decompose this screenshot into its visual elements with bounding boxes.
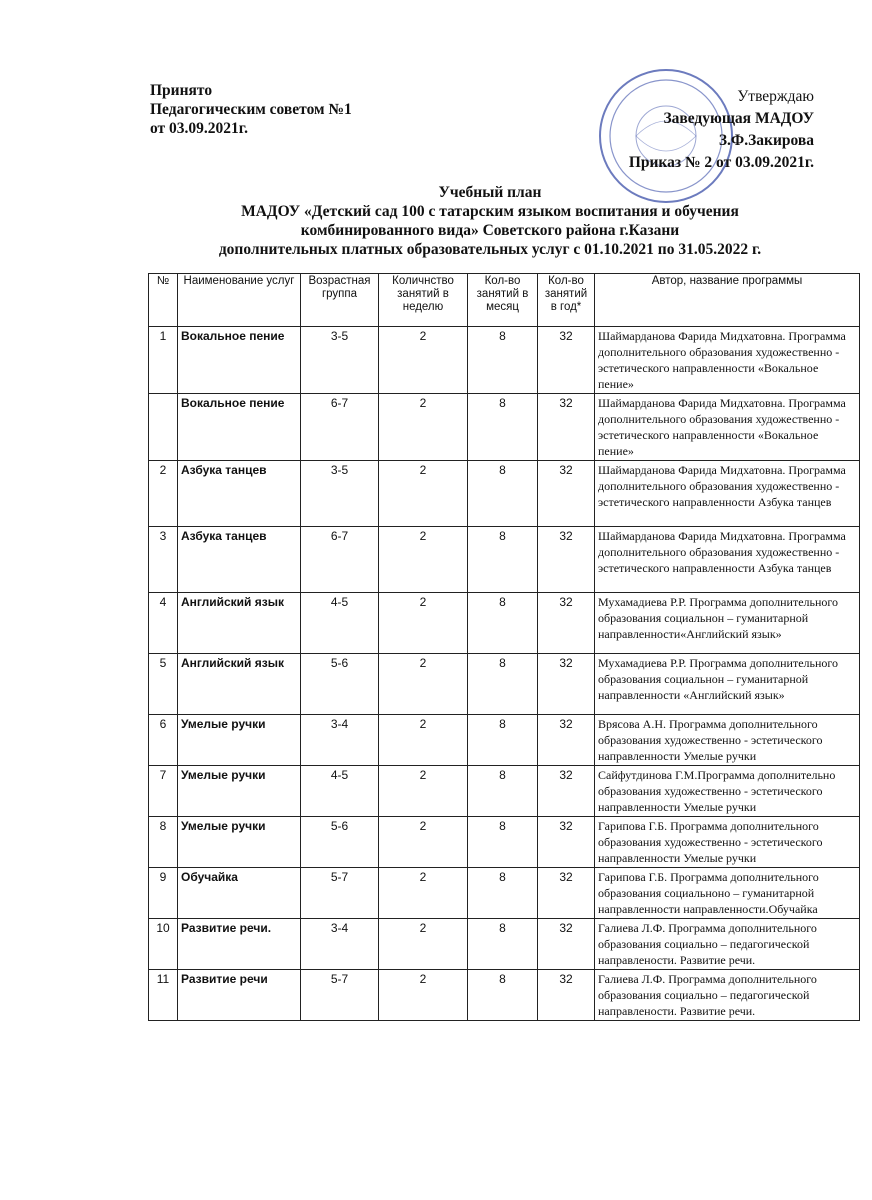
table-body [149,327,860,1021]
header-num: № [149,274,178,327]
header-week: Количнство занятий в неделю [379,274,468,327]
row-year: 32 [538,461,595,527]
approved-line-1: Утверждаю [737,88,814,105]
table-row [149,527,860,593]
row-week: 2 [379,527,468,593]
row-week: 2 [379,327,468,394]
row-week: 2 [379,394,468,461]
curriculum-table [148,273,860,1021]
table-row [149,654,860,715]
row-num: 11 [149,970,178,1021]
row-age: 5-6 [301,654,379,715]
row-author: Гарипова Г.Б. Программа дополнительного образования художественно - эстетического направленности Умелые ручки [595,817,860,868]
accepted-line-3: от 03.09.2021г. [150,120,248,137]
row-num: 1 [149,327,178,394]
row-num: 2 [149,461,178,527]
row-year: 32 [538,527,595,593]
row-num [149,394,178,461]
row-service: Умелые ручки [178,715,301,766]
row-month: 8 [468,593,538,654]
header-month: Кол-во занятий в месяц [468,274,538,327]
table-row [149,715,860,766]
approved-block [629,86,814,174]
row-week: 2 [379,970,468,1021]
title-line-1: Учебный план [438,184,542,201]
row-month: 8 [468,527,538,593]
row-year: 32 [538,919,595,970]
row-service: Английский язык [178,654,301,715]
header-age: Возрастная группа [301,274,379,327]
table-row [149,919,860,970]
row-author: Шаймарданова Фарида Мидхатовна. Программа дополнительного образования художественно - эстетического направленности «Вокальное пение» [595,327,860,394]
row-author: Сайфутдинова Г.М.Программа дополнительно образования художественно - эстетического направленности Умелые ручки [595,766,860,817]
row-month: 8 [468,654,538,715]
approved-line-4: Приказ № 2 от 03.09.2021г. [628,154,814,171]
row-year: 32 [538,394,595,461]
row-month: 8 [468,817,538,868]
row-num: 3 [149,527,178,593]
table-row [149,766,860,817]
row-month: 8 [468,394,538,461]
approved-line-2: Заведующая МАДОУ [663,110,814,127]
row-week: 2 [379,766,468,817]
row-age: 5-7 [301,868,379,919]
row-year: 32 [538,715,595,766]
row-service: Развитие речи. [178,919,301,970]
row-num: 8 [149,817,178,868]
row-year: 32 [538,593,595,654]
row-age: 5-6 [301,817,379,868]
row-author: Шаймарданова Фарида Мидхатовна. Программа дополнительного образования художественно - эстетического направленности «Вокальное пение» [595,394,860,461]
row-age: 5-7 [301,970,379,1021]
row-service: Вокальное пение [178,394,301,461]
header-service: Наименование услуг [178,274,301,327]
row-num: 4 [149,593,178,654]
table-row [149,868,860,919]
row-month: 8 [468,327,538,394]
row-service: Вокальное пение [178,327,301,394]
table-row [149,327,860,394]
row-year: 32 [538,970,595,1021]
row-year: 32 [538,868,595,919]
row-service: Азбука танцев [178,461,301,527]
row-year: 32 [538,327,595,394]
row-author: Врясова А.Н. Программа дополнительного образования художественно - эстетического направленности Умелые ручки [595,715,860,766]
row-age: 6-7 [301,527,379,593]
title-line-4: дополнительных платных образовательных услуг с 01.10.2021 по 31.05.2022 г. [218,241,762,258]
row-year: 32 [538,766,595,817]
row-week: 2 [379,461,468,527]
row-age: 6-7 [301,394,379,461]
row-week: 2 [379,715,468,766]
header-year: Кол-во занятий в год* [538,274,595,327]
accepted-block [150,81,352,138]
row-author: Гарипова Г.Б. Программа дополнительного образования социальноно – гуманитарной направленности направленности.Обучайка [595,868,860,919]
row-week: 2 [379,593,468,654]
accepted-line-1: Принято [150,82,213,99]
row-num: 9 [149,868,178,919]
row-author: Мухамадиева Р.Р. Программа дополнительного образования социальнон – гуманитарной направленности «Английский язык» [595,654,860,715]
row-age: 3-5 [301,327,379,394]
table-row [149,461,860,527]
table-row [149,817,860,868]
row-age: 4-5 [301,593,379,654]
row-month: 8 [468,970,538,1021]
title-line-2: МАДОУ «Детский сад 100 с татарским языком воспитания и обучения [241,203,739,220]
row-month: 8 [468,766,538,817]
row-month: 8 [468,461,538,527]
row-service: Умелые ручки [178,817,301,868]
row-author: Галиева Л.Ф. Программа дополнительного образования социально – педагогической направлености. Развитие речи. [595,970,860,1021]
row-service: Английский язык [178,593,301,654]
row-month: 8 [468,868,538,919]
row-author: Шаймарданова Фарида Мидхатовна. Программа дополнительного образования художественно - эстетического направленности Азбука танцев [595,527,860,593]
row-num: 6 [149,715,178,766]
document-title [140,183,840,259]
row-author: Шаймарданова Фарида Мидхатовна. Программа дополнительного образования художественно - эстетического направленности Азбука танцев [595,461,860,527]
row-service: Умелые ручки [178,766,301,817]
table-header-row [149,274,860,327]
header-author: Автор, название программы [595,274,860,327]
row-service: Обучайка [178,868,301,919]
row-age: 4-5 [301,766,379,817]
row-age: 3-4 [301,715,379,766]
row-service: Развитие речи [178,970,301,1021]
row-author: Мухамадиева Р.Р. Программа дополнительного образования социальнон – гуманитарной направленности«Английский язык» [595,593,860,654]
table-row [149,593,860,654]
row-week: 2 [379,817,468,868]
row-service: Азбука танцев [178,527,301,593]
row-age: 3-4 [301,919,379,970]
row-month: 8 [468,715,538,766]
row-year: 32 [538,817,595,868]
table-row [149,394,860,461]
table-row [149,970,860,1021]
approved-line-3: З.Ф.Закирова [718,132,814,149]
title-line-3: комбинированного вида» Советского района г.Казани [300,222,680,239]
row-week: 2 [379,919,468,970]
row-author: Галиева Л.Ф. Программа дополнительного образования социально – педагогической направлености. Развитие речи. [595,919,860,970]
row-year: 32 [538,654,595,715]
row-week: 2 [379,868,468,919]
row-num: 10 [149,919,178,970]
row-month: 8 [468,919,538,970]
row-num: 7 [149,766,178,817]
row-week: 2 [379,654,468,715]
row-age: 3-5 [301,461,379,527]
accepted-line-2: Педагогическим советом №1 [150,101,352,118]
row-num: 5 [149,654,178,715]
